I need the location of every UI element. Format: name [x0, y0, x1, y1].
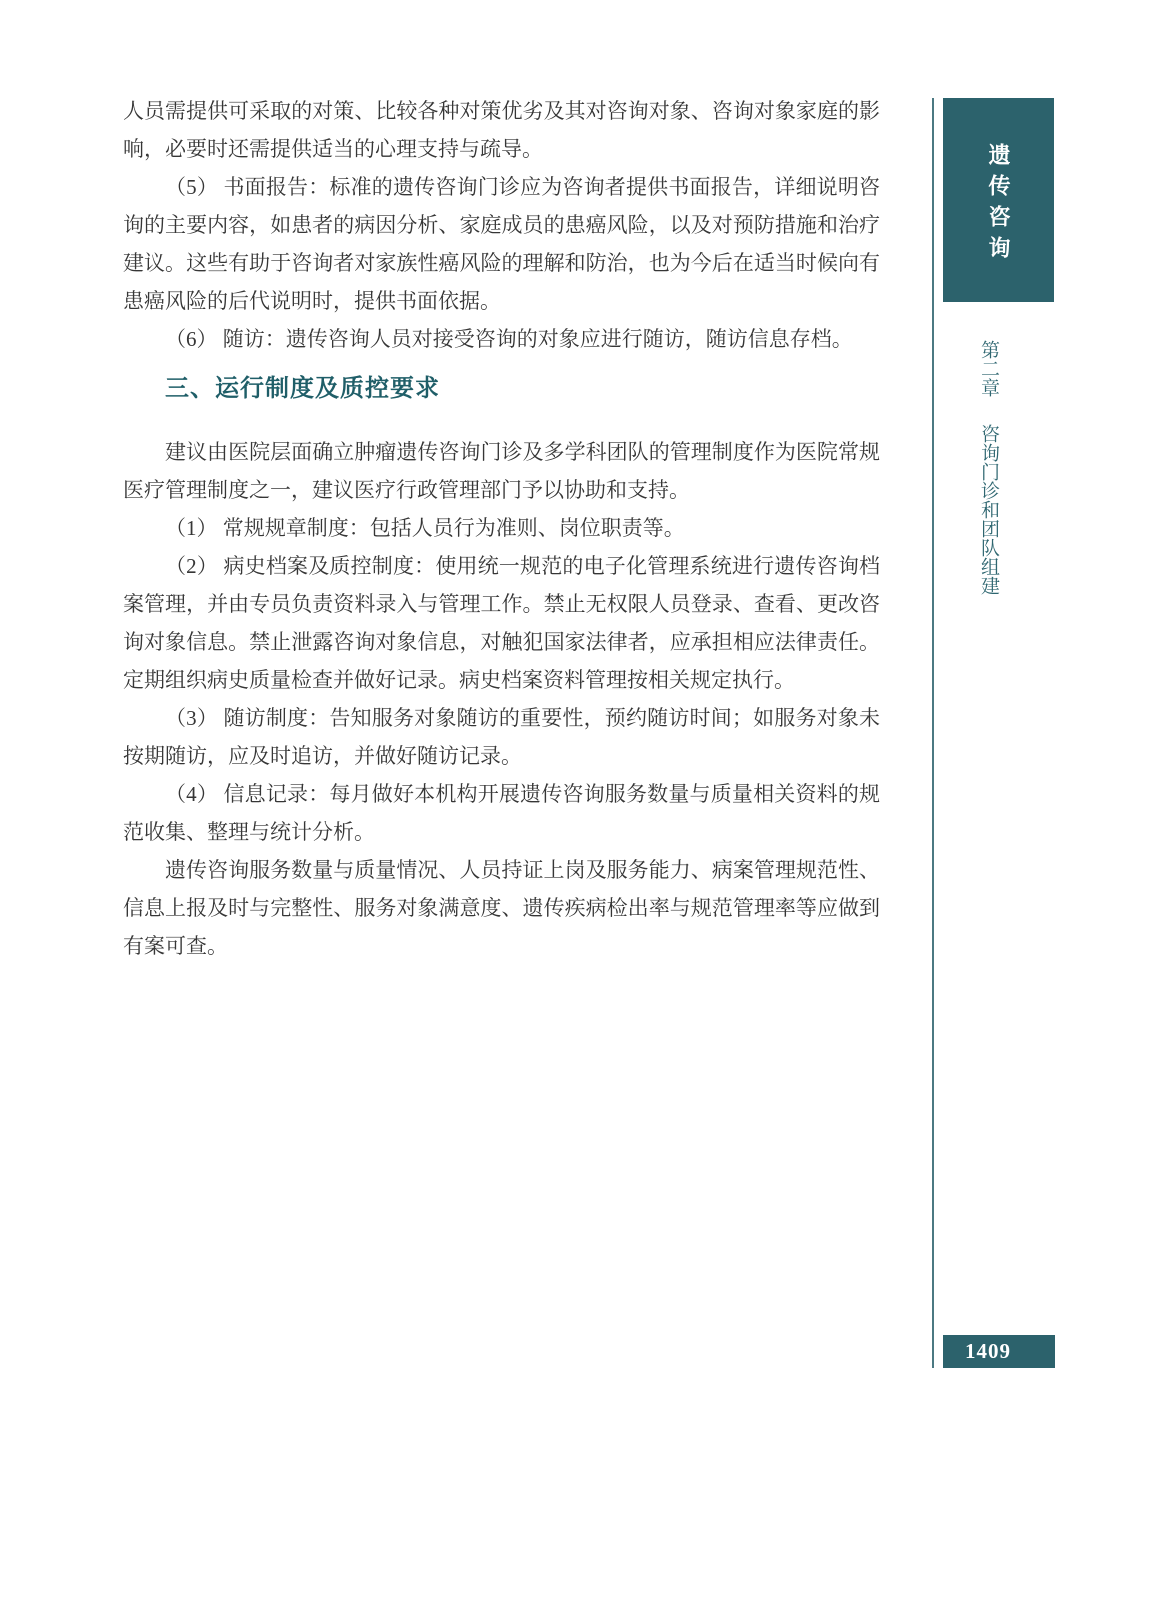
chapter-number-vertical-text: 第二章 [978, 340, 999, 397]
body-paragraph: （3） 随访制度：告知服务对象随访的重要性，预约随访时间；如服务对象未按期随访，应及时追访，并做好随访记录。 [123, 706, 880, 768]
book-title-vertical-text: 遗传咨询 [986, 142, 1011, 267]
body-paragraph: 人员需提供可采取的对策、比较各种对策优劣及其对咨询对象、咨询对象家庭的影响，必要时还需提供适当的心理支持与疏导。 [123, 99, 880, 161]
sidebar-rule [932, 98, 934, 1368]
body-paragraph: （1） 常规规章制度：包括人员行为准则、岗位职责等。 [165, 516, 685, 540]
main-text-column [123, 92, 880, 965]
book-title-box [943, 98, 1054, 302]
body-paragraph: （2） 病史档案及质控制度：使用统一规范的电子化管理系统进行遗传咨询档案管理，并由专员负责资料录入与管理工作。禁止无权限人员登录、查看、更改咨询对象信息。禁止泄露咨询对象信息，对触犯国家法律者，应承担相应法律责任。定期组织病史质量检查并做好记录。病史档案资料管理按相关规定执行。 [123, 554, 880, 692]
body-paragraph: 建议由医院层面确立肿瘤遗传咨询门诊及多学科团队的管理制度作为医院常规医疗管理制度之一，建议医疗行政管理部门予以协助和支持。 [123, 440, 880, 502]
chapter-title-vertical-text: 咨询门诊和团队组建 [978, 424, 999, 595]
body-paragraph: （4） 信息记录：每月做好本机构开展遗传咨询服务数量与质量相关资料的规范收集、整理与统计分析。 [123, 782, 880, 844]
page-number: 1409 [965, 1339, 1011, 1363]
body-paragraph: （5） 书面报告：标准的遗传咨询门诊应为咨询者提供书面报告，详细说明咨询的主要内容，如患者的病因分析、家庭成员的患癌风险，以及对预防措施和治疗建议。这些有助于咨询者对家族性癌风险的理解和防治，也为今后在适当时候向有患癌风险的后代说明时，提供书面依据。 [123, 175, 880, 313]
body-paragraph: （6） 随访：遗传咨询人员对接受咨询的对象应进行随访，随访信息存档。 [165, 327, 853, 351]
body-paragraph: 遗传咨询服务数量与质量情况、人员持证上岗及服务能力、病案管理规范性、信息上报及时与完整性、服务对象满意度、遗传疾病检出率与规范管理率等应做到有案可查。 [123, 858, 880, 958]
page-number-badge [943, 1335, 1055, 1368]
section-heading: 三、运行制度及质控要求 [165, 376, 440, 402]
